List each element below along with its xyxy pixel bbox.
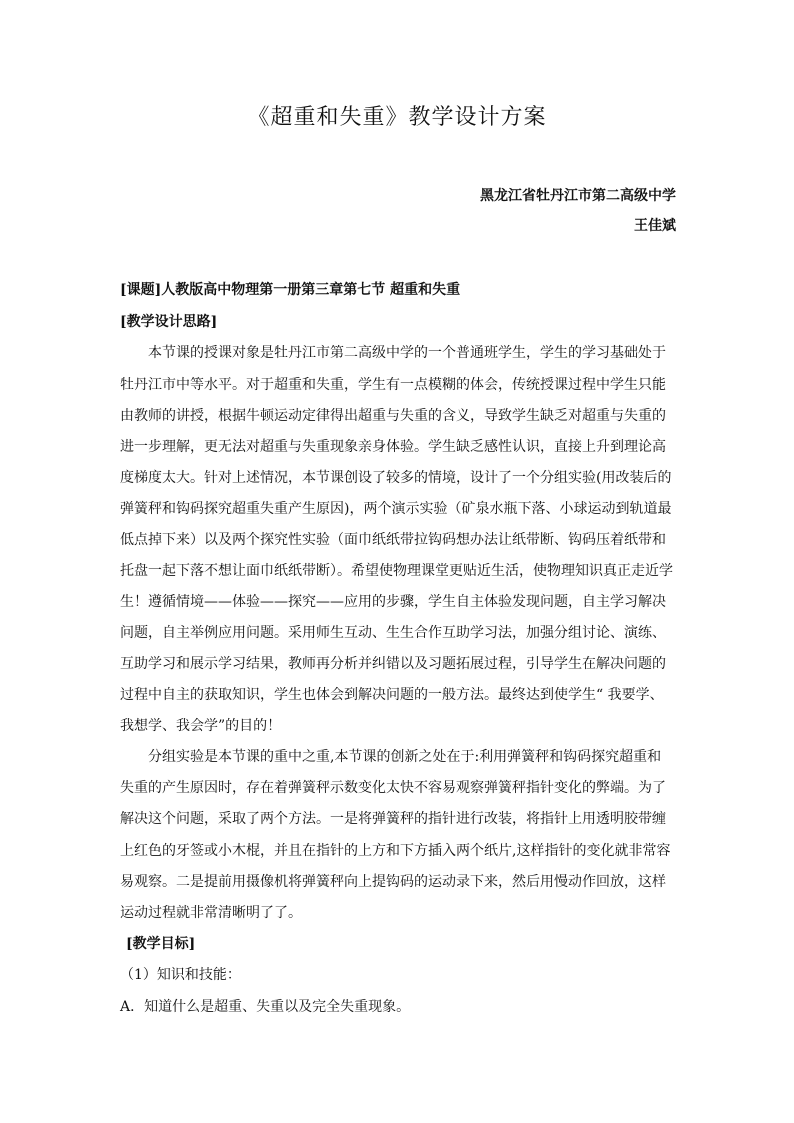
paragraph-line: 失重的产生原因时，存在着弹簧秤示数变化太快不容易观察弹簧秤指针变化的弊端。为了 xyxy=(120,780,666,796)
paragraph-line: 过程中自主的获取知识，学生也体会到解决问题的一般方法。最终达到使学生“ 我要学、 xyxy=(120,687,664,703)
paragraph-line: 易观察。二是提前用摄像机将弹簧秤向上提钩码的运动录下来，然后用慢动作回放，这样 xyxy=(120,874,666,890)
paragraph-line: 低点掉下来）以及两个探究性实验（面巾纸纸带拉钩码想办法让纸带断、钩码压着纸带和 xyxy=(120,532,666,548)
paragraph-line: 牡丹江市中等水平。对于超重和失重，学生有一点模糊的体会，传统授课过程中学生只能 xyxy=(120,377,666,393)
paragraph-line: 弹簧秤和钩码探究超重失重产生原因)，两个演示实验（矿泉水瓶下落、小球运动到轨道最 xyxy=(120,501,672,517)
design-heading: [教学设计思路] xyxy=(120,314,218,330)
paragraph-line: 互助学习和展示学习结果，教师再分析并纠错以及习题拓展过程，引导学生在解决问题的 xyxy=(120,656,666,672)
paragraph-line: 托盘一起下落不想让面巾纸纸带断）。希望使物理课堂更贴近生活，使物理知识真正走近学 xyxy=(120,563,673,579)
paragraph-line: 问题，自主举例应用问题。采用师生互动、生生合作互助学习法，加强分组讨论、演练、 xyxy=(120,625,666,641)
paragraph-line: 分组实验是本节课的重中之重,本节课的创新之处在于:利用弹簧秤和钩码探究超重和 xyxy=(148,749,662,765)
paragraph-line: 生！遵循情境——体验——探究——应用的步骤，学生自主体验发现问题，自主学习解决 xyxy=(120,594,666,610)
school-name: 黑龙江省牡丹江市第二高级中学 xyxy=(480,188,676,204)
paragraph-line: 上红色的牙签或小木棍，并且在指针的上方和下方插入两个纸片,这样指针的变化就非常容 xyxy=(120,843,671,859)
document-title: 《超重和失重》教学设计方案 xyxy=(247,105,547,130)
paragraph-line: 进一步理解，更无法对超重与失重现象亲身体验。学生缺乏感性认识，直接上升到理论高 xyxy=(120,439,666,455)
lesson-heading: [课题]人教版高中物理第一册第三章第七节 超重和失重 xyxy=(120,282,461,298)
paragraph-line: 本节课的授课对象是牡丹江市第二高级中学的一个普通班学生，学生的学习基础处于 xyxy=(148,345,666,361)
goal-subheading: （1）知识和技能： xyxy=(120,967,241,983)
paragraph-line: 度梯度太大。针对上述情况，本节课创设了较多的情境，设计了一个分组实验(用改装后的 xyxy=(120,470,672,486)
goals-heading: [教学目标] xyxy=(126,936,196,952)
paragraph-line: 解决这个问题，采取了两个方法。一是将弹簧秤的指针进行改装，将指针上用透明胶带缠 xyxy=(120,811,666,827)
goal-item-a: A．知道什么是超重、失重以及完全失重现象。 xyxy=(120,999,411,1015)
paragraph-line: 由教师的讲授，根据牛顿运动定律得出超重与失重的含义，导致学生缺乏对超重与失重的 xyxy=(120,408,666,424)
paragraph-line: 我想学、我会学”的目的！ xyxy=(120,718,282,734)
author-name: 王佳斌 xyxy=(634,218,676,234)
paragraph-line: 运动过程就非常清晰明了了。 xyxy=(120,905,302,921)
